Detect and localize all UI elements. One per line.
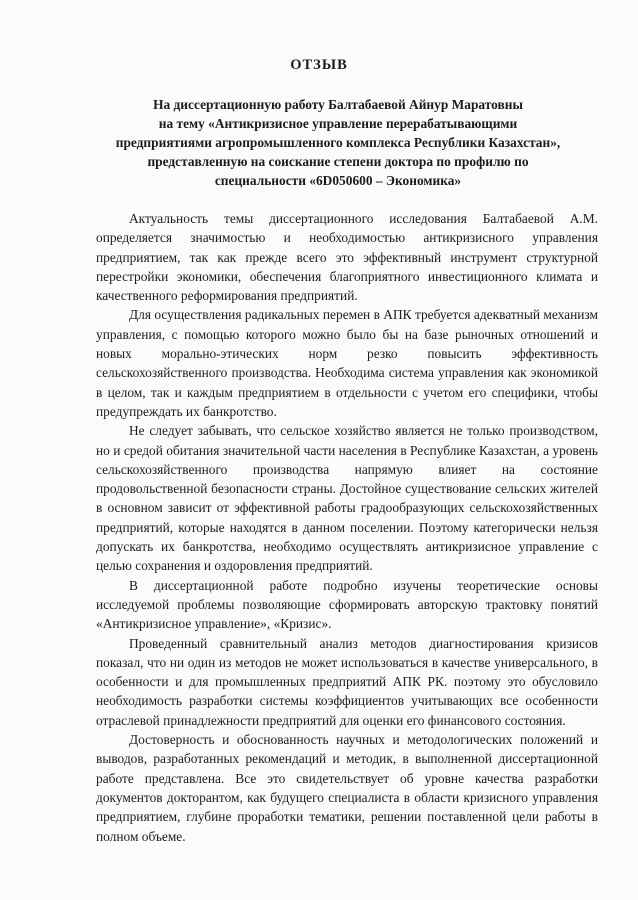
paragraph-agriculture: Не следует забывать, что сельское хозяйство является не только производством, но и средой обитания значительной части населения в Республике Казахстан, а уровень сельскохозяйственного производства напрямую влияет на состояние продовольственной безопасности страны. Достойное существование сельских жителей в основном зависит от эффективной работы градообразующих сельскохозяйственных предприятий, которые находятся в данном поселении. Поэтому категорически нельзя допускать их банкротства, необходимо осуществлять антикризисное управление с целью сохранения и оздоровления предприятий. — [96, 423, 598, 574]
paragraph-relevance: Актуальность темы диссертационного исследования Балтабаевой А.М. определяется значимостью и необходимостью антикризисного управления предприятием, так как прежде всего это эффективный инструмент структурной перестройки экономики, обеспечения благоприятного инвестиционного климата и качественного реформирования предприятий. — [96, 211, 598, 304]
subject-line: на тему «Антикризисное управление перерабатывающими — [158, 116, 518, 131]
paragraph-management-mechanism: Для осуществления радикальных перемен в АПК требуется адекватный механизм управления, с помощью которого можно было бы на базе рыночных отношений и новых морально-этических норм резко повысить эффективность сельскохозяйственного производства. Необходима система управления как экономикой в целом, так и каждым предприятием в отдельности с учетом его специфики, чтобы предупреждать их банкротство. — [96, 307, 598, 419]
review-subject — [78, 95, 598, 190]
paragraph-theory: В диссертационной работе подробно изучены теоретические основы исследуемой проблемы позволяющие сформировать авторскую трактовку понятий «Антикризисное управление», «Кризис». — [96, 577, 598, 632]
subject-line: предприятиями агропромышленного комплекса Республики Казахстан», — [115, 135, 561, 150]
review-body — [96, 209, 598, 846]
document-title: ОТЗЫВ — [290, 57, 348, 73]
subject-line: На диссертационную работу Балтабаевой Айнур Маратовны — [153, 97, 523, 112]
subject-line: специальности «6D050600 – Экономика» — [214, 173, 462, 188]
subject-line: представленную на соискание степени доктора по профилю по — [147, 154, 529, 169]
paragraph-reliability: Достоверность и обоснованность научных и методологических положений и выводов, разработанных рекомендаций и методик, в выполненной диссертационной работе представлена. Все это свидетельствует об уровне качества разработки документов докторантом, как будущего специалиста в области кризисного управления предприятием, глубине проработки тематики, решении поставленной цели работы в полном объеме. — [96, 732, 598, 844]
paragraph-analysis: Проведенный сравнительный анализ методов диагностирования кризисов показал, что ни один из методов не может использоваться в качестве универсального, в особенности и для промышленных предприятий АПК РК. поэтому это обусловило необходимость разработки системы коэффициентов учитывающих все особенности отраслевой принадлежности предприятий для оценки его финансового состояния. — [96, 635, 598, 728]
